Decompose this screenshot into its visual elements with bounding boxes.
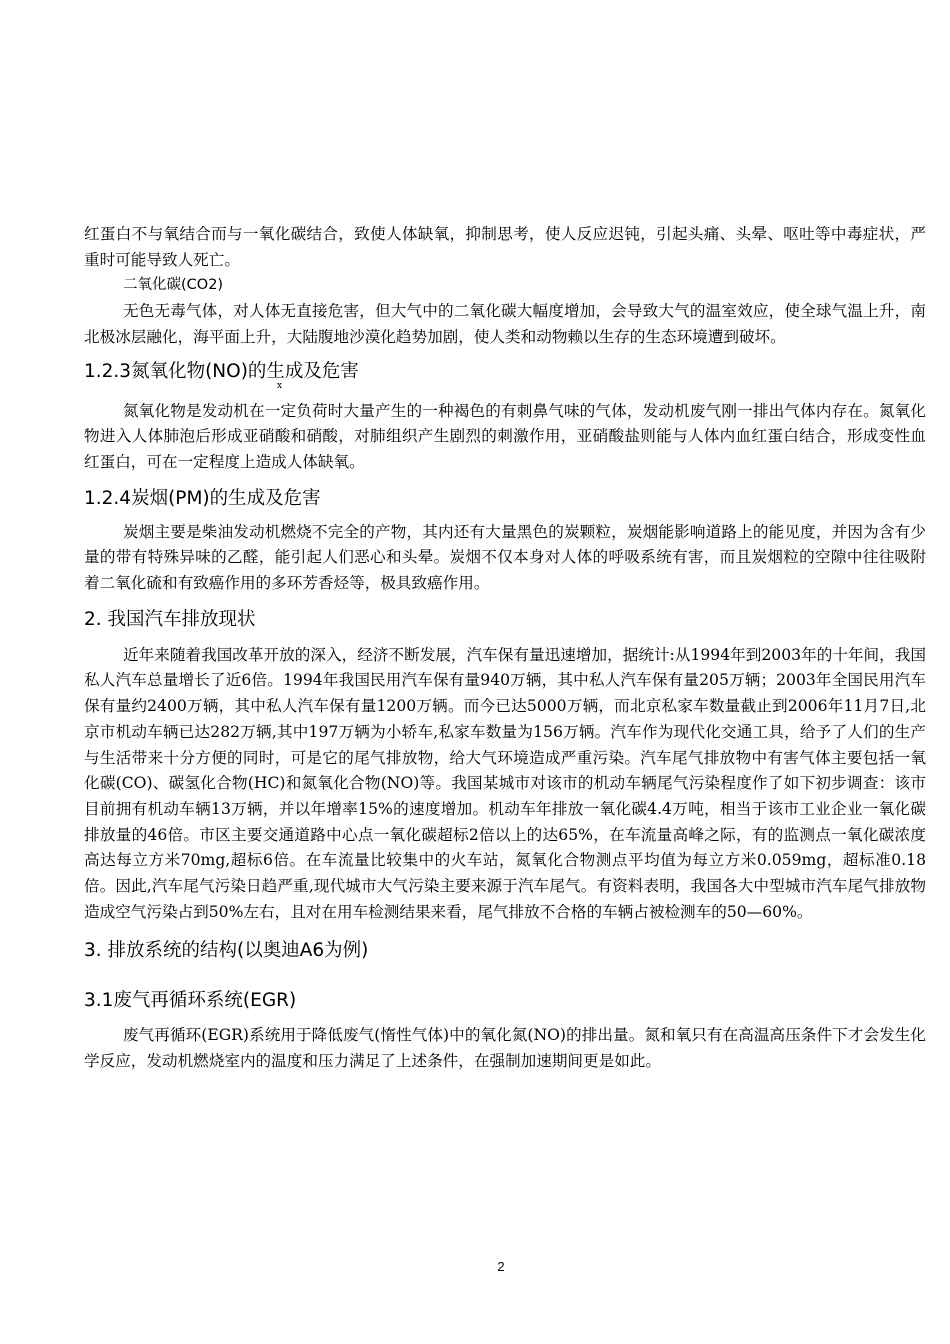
co2-paragraph: 无色无毒气体，对人体无直接危害，但大气中的二氧化碳大幅度增加，会导致大气的温室效应，使全球气温上升，南北极冰层融化，海平面上升，大陆腹地沙漠化趋势加剧，使人类和动物赖以生存的生态环境遭到破坏。 [84, 302, 926, 346]
emission-status-paragraph: 近年来随着我国改革开放的深入，经济不断发展，汽车保有量迅速增加，据统计:从1994年到2003年的十年间，我国私人汽车总量增长了近6倍。1994年我国民用汽车保有量940万辆，其中私人汽车保有量205万辆；2003年全国民用汽车保有量约2400万辆，其中私人汽车保有量1200万辆。而今已达5000万辆，而北京私家车数量截止到2006年11月7日,北京市机动车辆已达282万辆,其中197万辆为小轿车,私家车数量为156万辆。汽车作为现代化交通工具，给予了人们的生产与生活带来十分方便的同时，可是它的尾气排放物，给大气环境造成严重污染。汽车尾气排放物中有害气体主要包括一氧化碳(CO)、碳氢化合物(HC)和氮氧化合物(NO)等。我国某城市对该市的机动车辆尾气污染程度作了如下初步调查：该市目前拥有机动车辆13万辆，并以年增率15%的速度增加。机动车年排放一氧化碳4.4万吨，相当于该市工业企业一氧化碳排放量的46倍。市区主要交通道路中心点一氧化碳超标2倍以上的达65%，在车流量高峰之际，有的监测点一氧化碳浓度高达每立方米70mg,超标6倍。在车流量比较集中的火车站，氮氧化合物测点平均值为每立方米0.059mg，超标准0.18倍。因此,汽车尾气污染日趋严重,现代城市大气污染主要来源于汽车尾气。有资料表明，我国各大中型城市汽车尾气排放物造成空气污染占到50%左右，且对在用车检测结果来看，尾气排放不合格的车辆占被检测车的50—60%。 [84, 645, 926, 921]
egr-paragraph: 废气再循环(EGR)系统用于降低废气(惰性气体)中的氧化氮(NO)的排出量。氮和氧只有在高温高压条件下才会发生化学反应，发动机燃烧室内的温度和压力满足了上述条件，在强制加速期间更是如此。 [84, 1026, 926, 1071]
subscript-x: x [277, 380, 283, 391]
page-number: 2 [497, 1259, 505, 1274]
section-heading-3-1: 3.1废气再循环系统(EGR) [84, 990, 297, 1012]
section-heading-1-2-3: 1.2.3氮氧化物(NO)的生成及危害 [84, 360, 359, 382]
section-heading-2: 2. 我国汽车排放现状 [84, 608, 256, 630]
intro-paragraph: 红蛋白不与氧结合而与一氧化碳结合，致使人体缺氧，抑制思考，使人反应迟钝，引起头痛、头晕、呕吐等中毒症状，严重时可能导致人死亡。 [84, 225, 926, 269]
co2-subtitle: 二氧化碳(CO2) [123, 277, 224, 294]
section-heading-3: 3. 排放系统的结构(以奥迪A6为例) [84, 940, 369, 962]
pm-paragraph: 炭烟主要是柴油发动机燃烧不完全的产物，其内还有大量黑色的炭颗粒，炭烟能影响道路上的能见度，并因为含有少量的带有特殊异味的乙醛，能引起人们恶心和头晕。炭烟不仅本身对人体的呼吸系统有害，而且炭烟粒的空隙中往往吸附着二氧化硫和有致癌作用的多环芳香烃等，极具致癌作用。 [84, 522, 926, 593]
section-heading-1-2-4: 1.2.4炭烟(PM)的生成及危害 [84, 487, 321, 509]
nox-paragraph: 氮氧化物是发动机在一定负荷时大量产生的一种褐色的有刺鼻气味的气体，发动机废气刚一排出气体内存在。氮氧化物进入人体肺泡后形成亚硝酸和硝酸，对肺组织产生剧烈的刺激作用，亚硝酸盐则能与人体内血红蛋白结合，形成变性血红蛋白，可在一定程度上造成人体缺氧。 [84, 401, 926, 471]
document-body [84, 222, 926, 1075]
